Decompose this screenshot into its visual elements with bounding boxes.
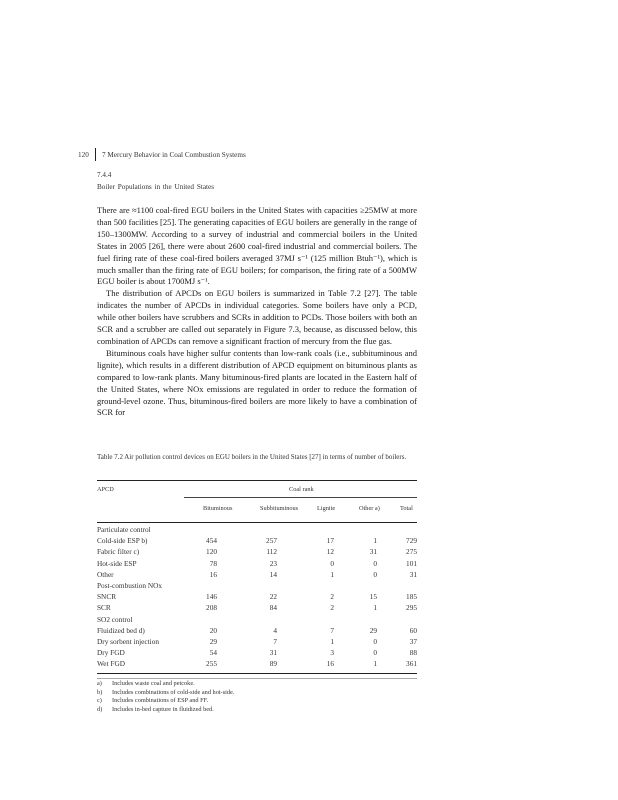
table-row bbox=[97, 659, 417, 670]
cell-bituminous: 120 bbox=[206, 547, 217, 557]
table-row bbox=[97, 648, 417, 659]
row-label: Fluidized bed d) bbox=[97, 625, 145, 635]
cell-other: 1 bbox=[373, 536, 377, 546]
footnote-key: c) bbox=[97, 697, 102, 704]
cell-total: 275 bbox=[406, 547, 417, 557]
group-rule bbox=[184, 497, 417, 498]
cell-subbituminous: 84 bbox=[269, 603, 277, 613]
cell-lignite: 17 bbox=[326, 536, 334, 546]
section-number: 7.4.4 bbox=[97, 171, 112, 179]
cell-lignite: 0 bbox=[330, 558, 334, 568]
footnote bbox=[97, 689, 417, 698]
cell-bituminous: 16 bbox=[209, 569, 217, 579]
cell-subbituminous: 22 bbox=[269, 592, 277, 602]
row-label: SCR bbox=[97, 603, 111, 613]
table-footnotes bbox=[97, 680, 417, 714]
cell-bituminous: 29 bbox=[209, 636, 217, 646]
chapter-title: 7 Mercury Behavior in Coal Combustion Systems bbox=[102, 151, 246, 159]
cell-lignite: 12 bbox=[326, 547, 334, 557]
cell-bituminous: 255 bbox=[206, 659, 217, 669]
cell-total: 295 bbox=[406, 603, 417, 613]
table-top-rule bbox=[97, 480, 417, 481]
cell-bituminous: 78 bbox=[209, 558, 217, 568]
row-label: Particulate control bbox=[97, 525, 151, 534]
cell-other: 29 bbox=[369, 625, 377, 635]
row-label: Hot-side ESP bbox=[97, 558, 137, 568]
footnote-key: b) bbox=[97, 688, 103, 696]
column-header: Total bbox=[400, 505, 413, 512]
column-header-apcd: APCD bbox=[97, 486, 114, 493]
table-row bbox=[97, 603, 417, 614]
cell-lignite: 2 bbox=[330, 592, 334, 602]
running-head-divider bbox=[95, 148, 96, 161]
cell-other: 15 bbox=[369, 592, 377, 602]
footnote-rule bbox=[97, 678, 417, 679]
column-group-coal-rank: Coal rank bbox=[289, 486, 314, 493]
table-bottom-rule bbox=[97, 673, 417, 674]
row-label: SNCR bbox=[97, 592, 117, 602]
table-row bbox=[97, 637, 417, 648]
paragraph: Bituminous coals have higher sulfur contents than low-rank coals (i.e., subbituminous and lignite), which results in a different distribution of APCD equipment on bituminous plants as compared to low-rank plants. Many bituminous-fired plants are located in the Eastern half of the United States, where NOx emissions are regulated in order to reduce the formation of ground-level ozone. Thus, bituminous-fired boilers are more likely to have a combination of SCR for bbox=[97, 347, 417, 418]
row-label: Dry sorbent injection bbox=[97, 636, 160, 646]
cell-lignite: 1 bbox=[330, 636, 334, 646]
cell-lignite: 3 bbox=[330, 648, 334, 658]
footnote bbox=[97, 697, 417, 706]
cell-total: 60 bbox=[409, 625, 417, 635]
page-number: 120 bbox=[78, 151, 89, 159]
cell-other: 1 bbox=[373, 659, 377, 669]
cell-subbituminous: 31 bbox=[269, 648, 277, 658]
row-label: Fabric filter c) bbox=[97, 547, 140, 557]
cell-subbituminous: 112 bbox=[266, 547, 277, 557]
body-text bbox=[97, 205, 417, 419]
cell-bituminous: 54 bbox=[209, 648, 217, 658]
cell-subbituminous: 257 bbox=[266, 536, 277, 546]
table-row bbox=[97, 525, 417, 536]
cell-subbituminous: 4 bbox=[273, 625, 277, 635]
table-row bbox=[97, 570, 417, 581]
footnote-text: Includes combinations of cold-side and hot-side. bbox=[112, 688, 235, 696]
cell-bituminous: 454 bbox=[206, 536, 217, 546]
column-header: Bituminous bbox=[203, 505, 233, 512]
table-row bbox=[97, 626, 417, 637]
cell-lignite: 16 bbox=[326, 659, 334, 669]
paragraph: The distribution of APCDs on EGU boilers is summarized in Table 7.2 [27]. The table indicates the number of APCDs in individual categories. Some boilers have only a PCD, while other boilers have scrubbers and SCRs in addition to PCDs. Those boilers with both an SCR and a scrubber are called out separately in Figure 7.3, because, as discussed below, this combination of APCDs can remove a significant fraction of mercury from the flue gas. bbox=[97, 288, 417, 346]
cell-total: 37 bbox=[409, 636, 417, 646]
running-head bbox=[78, 150, 418, 164]
footnote-key: d) bbox=[97, 705, 103, 713]
column-header: Subbituminous bbox=[260, 505, 299, 512]
cell-total: 31 bbox=[409, 569, 417, 579]
cell-lignite: 2 bbox=[330, 603, 334, 613]
row-label: Other bbox=[97, 569, 114, 579]
table-header-rule bbox=[97, 522, 417, 523]
table-row bbox=[97, 547, 417, 558]
cell-other: 0 bbox=[373, 636, 377, 646]
cell-total: 361 bbox=[406, 659, 417, 669]
cell-subbituminous: 23 bbox=[269, 558, 277, 568]
footnote-text: Includes combinations of ESP and FF. bbox=[112, 697, 209, 704]
footnote bbox=[97, 680, 417, 689]
cell-subbituminous: 14 bbox=[269, 569, 277, 579]
table-caption: Table 7.2 Air pollution control devices on EGU boilers in the United States [27] in terms of number of boilers. bbox=[97, 453, 407, 461]
column-header: Lignite bbox=[317, 505, 336, 512]
row-label: Dry FGD bbox=[97, 648, 125, 658]
table-row bbox=[97, 592, 417, 603]
table-row bbox=[97, 581, 417, 592]
row-label: SO2 control bbox=[97, 614, 133, 624]
cell-bituminous: 146 bbox=[206, 592, 217, 602]
table-row bbox=[97, 559, 417, 570]
paragraph: There are ≈1100 coal-fired EGU boilers in the United States with capacities ≥25MW at more than 500 facilities [25]. The generating capacities of EGU boilers are generally in the range of 150–1300MW. According to a survey of industrial and commercial boilers in the United States in 2005 [26], there were about 2600 coal-fired industrial and commercial boilers. The fuel firing rate of these coal-fired boilers averaged 37MJ s⁻¹ (125 million Btuh⁻¹), which is much smaller than the firing rate of EGU boilers; for comparison, the firing rate of a 500MW EGU boiler is about 1700MJ s⁻¹. bbox=[97, 205, 417, 287]
cell-other: 0 bbox=[373, 648, 377, 658]
cell-bituminous: 208 bbox=[206, 603, 217, 613]
cell-other: 0 bbox=[373, 558, 377, 568]
section-title: Boiler Populations in the United States bbox=[97, 183, 214, 191]
table-row bbox=[97, 615, 417, 626]
cell-lignite: 7 bbox=[330, 625, 334, 635]
cell-total: 185 bbox=[406, 592, 417, 602]
cell-subbituminous: 7 bbox=[273, 636, 277, 646]
cell-other: 0 bbox=[373, 569, 377, 579]
cell-bituminous: 20 bbox=[209, 625, 217, 635]
table-body bbox=[97, 525, 417, 670]
footnote-text: Includes waste coal and petcoke. bbox=[112, 680, 195, 687]
row-label: Cold-side ESP b) bbox=[97, 536, 148, 546]
cell-other: 1 bbox=[373, 603, 377, 613]
table-row bbox=[97, 536, 417, 547]
cell-lignite: 1 bbox=[330, 569, 334, 579]
footnote-text: Includes in-bed capture in fluidized bed. bbox=[112, 705, 214, 713]
row-label: Post-combustion NOx bbox=[97, 580, 163, 590]
footnote-key: a) bbox=[97, 680, 102, 687]
cell-total: 101 bbox=[406, 558, 417, 568]
column-header: Other a) bbox=[359, 505, 380, 512]
cell-total: 88 bbox=[409, 648, 417, 658]
row-label: Wet FGD bbox=[97, 659, 125, 669]
cell-total: 729 bbox=[406, 536, 417, 546]
cell-subbituminous: 89 bbox=[269, 659, 277, 669]
cell-other: 31 bbox=[369, 547, 377, 557]
footnote bbox=[97, 706, 417, 715]
